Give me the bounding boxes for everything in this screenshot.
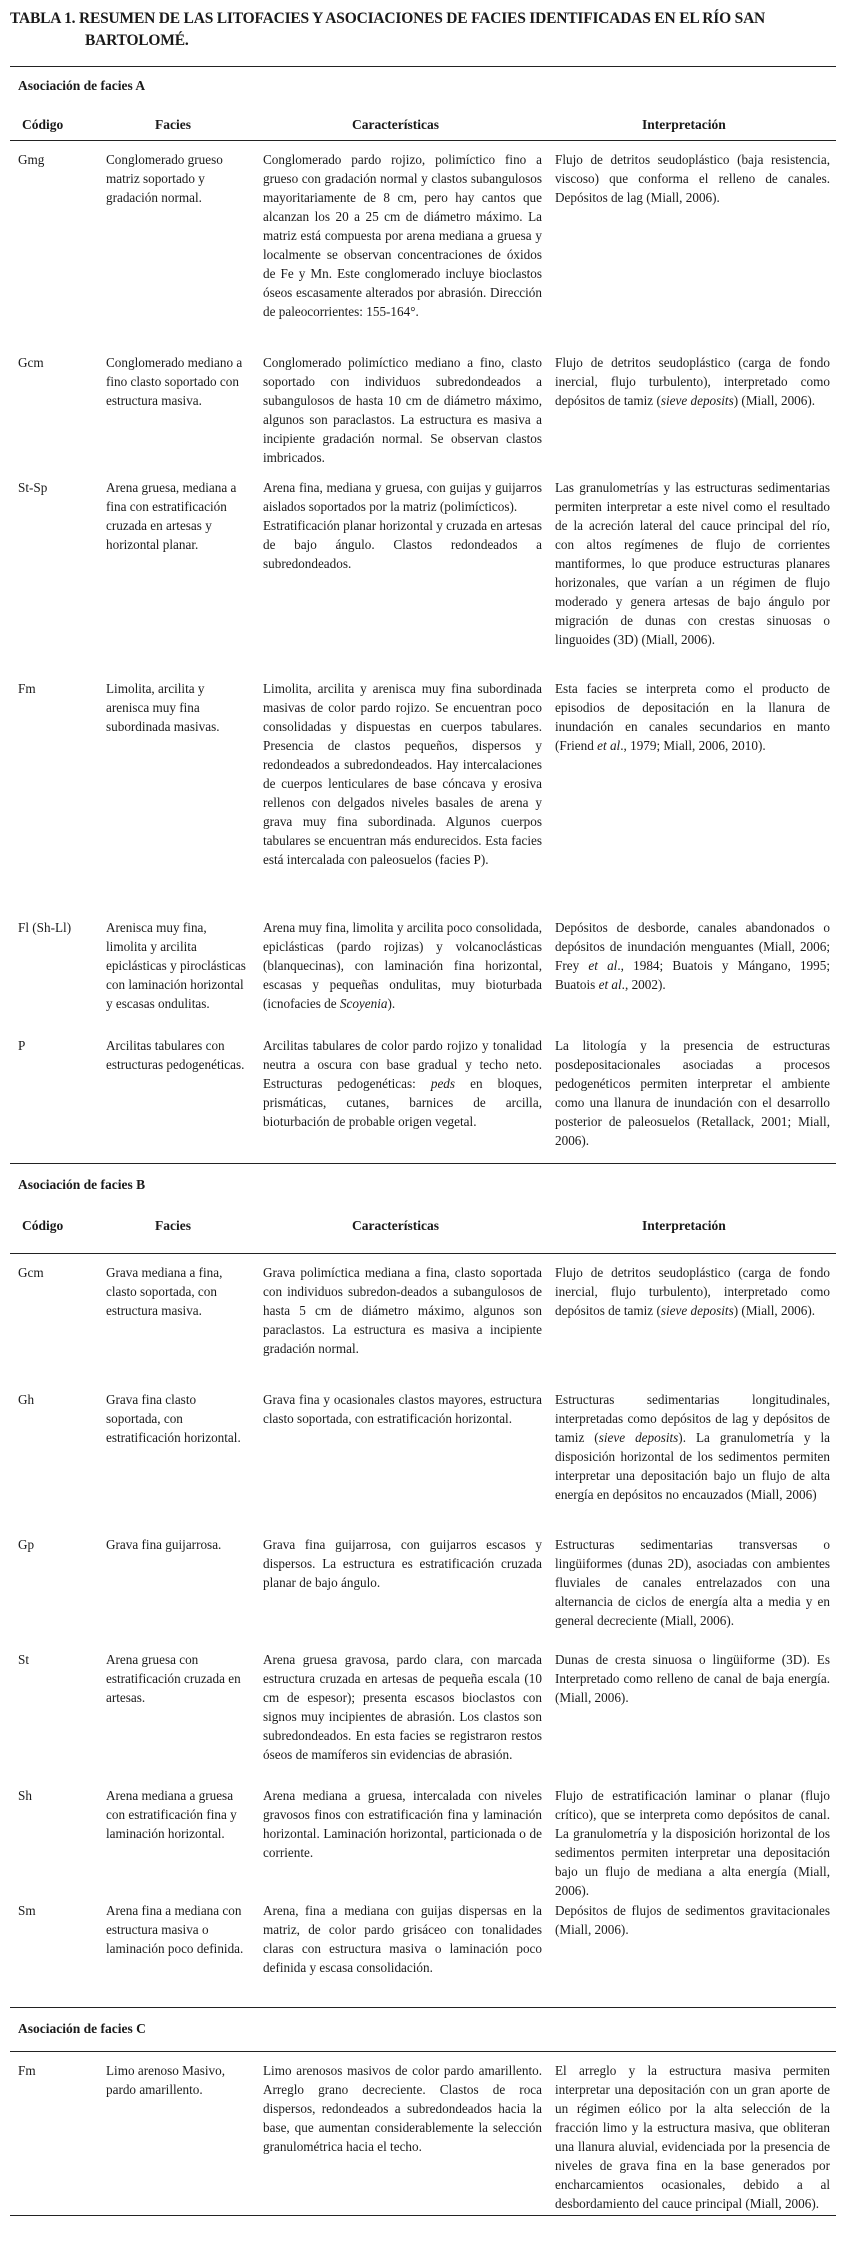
interpretation-cell: Flujo de detritos seudoplástico (carga de fondo inercial, flujo turbulento), interpretado como depósitos de tamiz (sieve deposits) (Miall, 2006). [555, 355, 830, 408]
facies-cell: Limolita, arcilita y arenisca muy fina subordinada masivas. [106, 681, 220, 734]
divider [10, 140, 836, 141]
code-cell: St [18, 1652, 29, 1667]
code-cell: P [18, 1038, 26, 1053]
association-c-label: Asociación de facies C [18, 2021, 146, 2036]
column-header-interpretation: Interpretación [642, 117, 726, 132]
interpretation-cell: El arreglo y la estructura masiva permiten interpretar una depositación con un gran aporte de un régimen eólico por la alta selección de la fracción limo y la estructura masiva, que obliteran una llanura aluvial, evidenciada por la presencia de niveles de grava fina en la base generados por encharcamientos ocasionales, debido a al desbordamiento del cauce principal (Miall, 2006). [555, 2063, 830, 2211]
divider [10, 2051, 836, 2052]
column-header-facies: Facies [155, 1218, 191, 1233]
characteristics-cell: Limo arenosos masivos de color pardo amarillento. Arreglo grano decreciente. Clastos de roca dispersos, redondeados a subredondeados hacia la base, que aumentan considerablemente la selección granulométrica hacia el techo. [263, 2063, 542, 2154]
characteristics-cell: Arcilitas tabulares de color pardo rojizo y tonalidad neutra a oscura con base gradual y techo neto. Estructuras pedogenéticas: peds en bloques, prismáticas, cutanes, barnices de arcilla, bioturbación de probable origen vegetal. [263, 1038, 542, 1129]
divider [10, 66, 836, 67]
interpretation-cell: Flujo de detritos seudoplástico (carga de fondo inercial, flujo turbulento), interpretado como depósitos de tamiz (sieve deposits) (Miall, 2006). [555, 1265, 830, 1318]
code-cell: Sm [18, 1903, 36, 1918]
interpretation-cell: Depósitos de flujos de sedimentos gravitacionales (Miall, 2006). [555, 1903, 830, 1937]
column-header-interpretation: Interpretación [642, 1218, 726, 1233]
facies-cell: Arcilitas tabulares con estructuras pedogenéticas. [106, 1038, 245, 1072]
table-title [10, 8, 836, 52]
facies-cell: Arena fina a mediana con estructura masiva o laminación poco definida. [106, 1903, 244, 1956]
characteristics-cell: Arena fina, mediana y gruesa, con guijas y guijarros aislados soportados por la matriz (polimícticos). Estratificación planar horizontal y cruzada en artesas de bajo ángulo. Clastos redondeados a subredondeados. [263, 480, 542, 571]
table-title-line1: TABLA 1. RESUMEN DE LAS LITOFACIES Y ASOCIACIONES DE FACIES IDENTIFICADAS EN EL RÍO SAN [10, 10, 766, 27]
divider [10, 1253, 836, 1254]
characteristics-cell: Conglomerado polimíctico mediano a fino, clasto soportado con individuos subredondeados a subangulosos de hasta 10 cm de diámetro máximo, algunos son paraclastos. La estructura es masiva a incipiente gradación normal. Se observan clastos imbricados. [263, 355, 542, 465]
interpretation-cell: Depósitos de desborde, canales abandonados o depósitos de inundación menguantes (Miall, 2006; Frey et al., 1984; Buatois y Mángano, 1995; Buatois et al., 2002). [555, 920, 830, 992]
code-cell: Fl (Sh-Ll) [18, 920, 72, 935]
facies-cell: Limo arenoso Masivo, pardo amarillento. [106, 2063, 226, 2097]
interpretation-cell: La litología y la presencia de estructuras posdepositacionales asociadas a procesos pedogenéticos permiten interpretar el ambiente como una llanura de inundación con el desarrollo posterior de paleosuelos (Retallack, 2001; Miall, 2006). [555, 1038, 830, 1148]
code-cell: Fm [18, 2063, 36, 2078]
characteristics-cell: Arena, fina a mediana con guijas dispersas en la matriz, de color pardo grisáceo con tonalidades claras con estructura masiva o laminación poco definida y escasa consolidación. [263, 1903, 542, 1975]
facies-cell: Arenisca muy fina, limolita y arcilita epiclásticas y piroclásticas con laminación horizontal y escasas ondulitas. [106, 920, 246, 1011]
code-cell: Sh [18, 1788, 32, 1803]
interpretation-cell: Las granulometrías y las estructuras sedimentarias permiten interpretar a este nivel como el resultado de la acreción lateral del cauce principal del río, con altos regímenes de flujo de corrientes mantiformes, lo que produce estructuras planares horizonales, que varían a un régimen de flujo moderado y genera artesas de bajo ángulo por migración de dunas con crestas sinuosas o linguoides (3D) (Miall, 2006). [555, 480, 830, 647]
facies-cell: Arena gruesa, mediana a fina con estratificación cruzada en artesas y horizontal planar. [106, 480, 237, 552]
facies-cell: Grava fina guijarrosa. [106, 1537, 222, 1552]
table-title-line2: BARTOLOMÉ. [85, 32, 189, 49]
interpretation-cell: Dunas de cresta sinuosa o lingüiforme (3D). Es Interpretado como relleno de canal de baja energía. (Miall, 2006). [555, 1652, 830, 1705]
characteristics-cell: Limolita, arcilita y arenisca muy fina subordinada masivas de color pardo rojizo. Se encuentran poco consolidadas y dispuestas en cuerpos tabulares. Presencia de clastos pequeños, dispersos y redondeados a subredondeados. Hay intercalaciones de cuerpos lenticulares de base cóncava y erosiva rellenos con delgados niveles basales de arena y grava muy fina subordinada. Algunos cuerpos tabulares se encuentran más endurecidos. Esta facies está intercalada con paleosuelos (facies P). [263, 681, 542, 867]
characteristics-cell: Arena muy fina, limolita y arcilita poco consolidada, epiclásticas (pardo rojizas) y volcanoclásticas (blanquecinas), con laminación fina horizontal, escasas y pequeñas ondulitas, muy bioturbada (icnofacies de Scoyenia). [263, 920, 542, 1011]
facies-cell: Grava mediana a fina, clasto soportada, con estructura masiva. [106, 1265, 223, 1318]
column-header-facies: Facies [155, 117, 191, 132]
divider [10, 2007, 836, 2008]
association-b-label: Asociación de facies B [18, 1177, 146, 1192]
interpretation-cell: Flujo de detritos seudoplástico (baja resistencia, viscoso) que conforma el relleno de canales. Depósitos de lag (Miall, 2006). [555, 152, 830, 205]
characteristics-cell: Arena gruesa gravosa, pardo clara, con marcada estructura cruzada en artesas de pequeña escala (10 cm de espesor); presenta escasos bioclastos con signos muy incipientes de abrasión. Los clastos son subredondeados. En esta facies se registraron restos óseos de mamíferos sin evidencias de abrasión. [263, 1652, 542, 1762]
code-cell: St-Sp [18, 480, 48, 495]
code-cell: Gp [18, 1537, 35, 1552]
interpretation-cell: Estructuras sedimentarias transversas o lingüiformes (dunas 2D), asociadas con ambientes fluviales de canales entrelazados con una alternancia de ciclos de energía alta a media y en general decreciente (Miall, 2006). [555, 1537, 830, 1628]
divider [10, 1163, 836, 1164]
column-header-code: Código [22, 117, 64, 132]
code-cell: Fm [18, 681, 36, 696]
interpretation-cell: Esta facies se interpreta como el producto de episodios de depositación en la llanura de inundación en canales secundarios en manto (Friend et al., 1979; Miall, 2006, 2010). [555, 681, 830, 753]
code-cell: Gh [18, 1392, 35, 1407]
association-a-label: Asociación de facies A [18, 78, 146, 93]
characteristics-cell: Grava fina y ocasionales clastos mayores, estructura clasto soportada, con estratificación horizontal. [263, 1392, 542, 1426]
characteristics-cell: Grava polimíctica mediana a fina, clasto soportada con individuos subredon-deados a subangulosos de hasta 5 cm de diámetro máximo, algunos son paraclastos. La estructura es masiva a incipiente gradación normal. [263, 1265, 542, 1356]
interpretation-cell: Flujo de estratificación laminar o planar (flujo crítico), que se interpreta como depósitos de canal. La granulometría y la disposición horizontal de los sedimentos permiten interpretar una depositación bajo un flujo de mediana a alta energía (Miall, 2006). [555, 1788, 830, 1898]
facies-cell: Conglomerado grueso matriz soportado y gradación normal. [106, 152, 223, 205]
divider [10, 2215, 836, 2216]
column-header-characteristics: Características [352, 117, 439, 132]
column-header-code: Código [22, 1218, 64, 1233]
facies-cell: Grava fina clasto soportada, con estratificación horizontal. [106, 1392, 241, 1445]
facies-cell: Arena mediana a gruesa con estratificación fina y laminación horizontal. [106, 1788, 237, 1841]
interpretation-cell: Estructuras sedimentarias longitudinales, interpretadas como depósitos de lag y depósitos de tamiz (sieve deposits). La granulometría y la disposición horizontal de los sedimentos permiten interpretar una depositación bajo un flujo de alta energía en depósitos no encauzados (Miall, 2006) [555, 1392, 830, 1502]
code-cell: Gmg [18, 152, 45, 167]
facies-cell: Conglomerado mediano a fino clasto soportado con estructura masiva. [106, 355, 243, 408]
code-cell: Gcm [18, 355, 44, 370]
facies-cell: Arena gruesa con estratificación cruzada en artesas. [106, 1652, 241, 1705]
characteristics-cell: Grava fina guijarrosa, con guijarros escasos y dispersos. La estructura es estratificación cruzada planar de bajo ángulo. [263, 1537, 542, 1590]
characteristics-cell: Conglomerado pardo rojizo, polimíctico fino a grueso con gradación normal y clastos subangulosos mayoritariamente de 8 cm, pero hay cantos que alcanzan los 20 a 25 cm de diámetro máximo. La matriz está compuesta por arena mediana a gruesa y localmente se observan concentraciones de óxidos de Fe y Mn. Este conglomerado incluye bioclastos óseos escasamente alterados por abrasión. Dirección de paleocorrientes: 155-164°. [263, 152, 542, 319]
characteristics-cell: Arena mediana a gruesa, intercalada con niveles gravosos finos con estratificación fina y laminación horizontal. Laminación horizontal, particionada o de corriente. [263, 1788, 542, 1860]
code-cell: Gcm [18, 1265, 44, 1280]
column-header-characteristics: Características [352, 1218, 439, 1233]
